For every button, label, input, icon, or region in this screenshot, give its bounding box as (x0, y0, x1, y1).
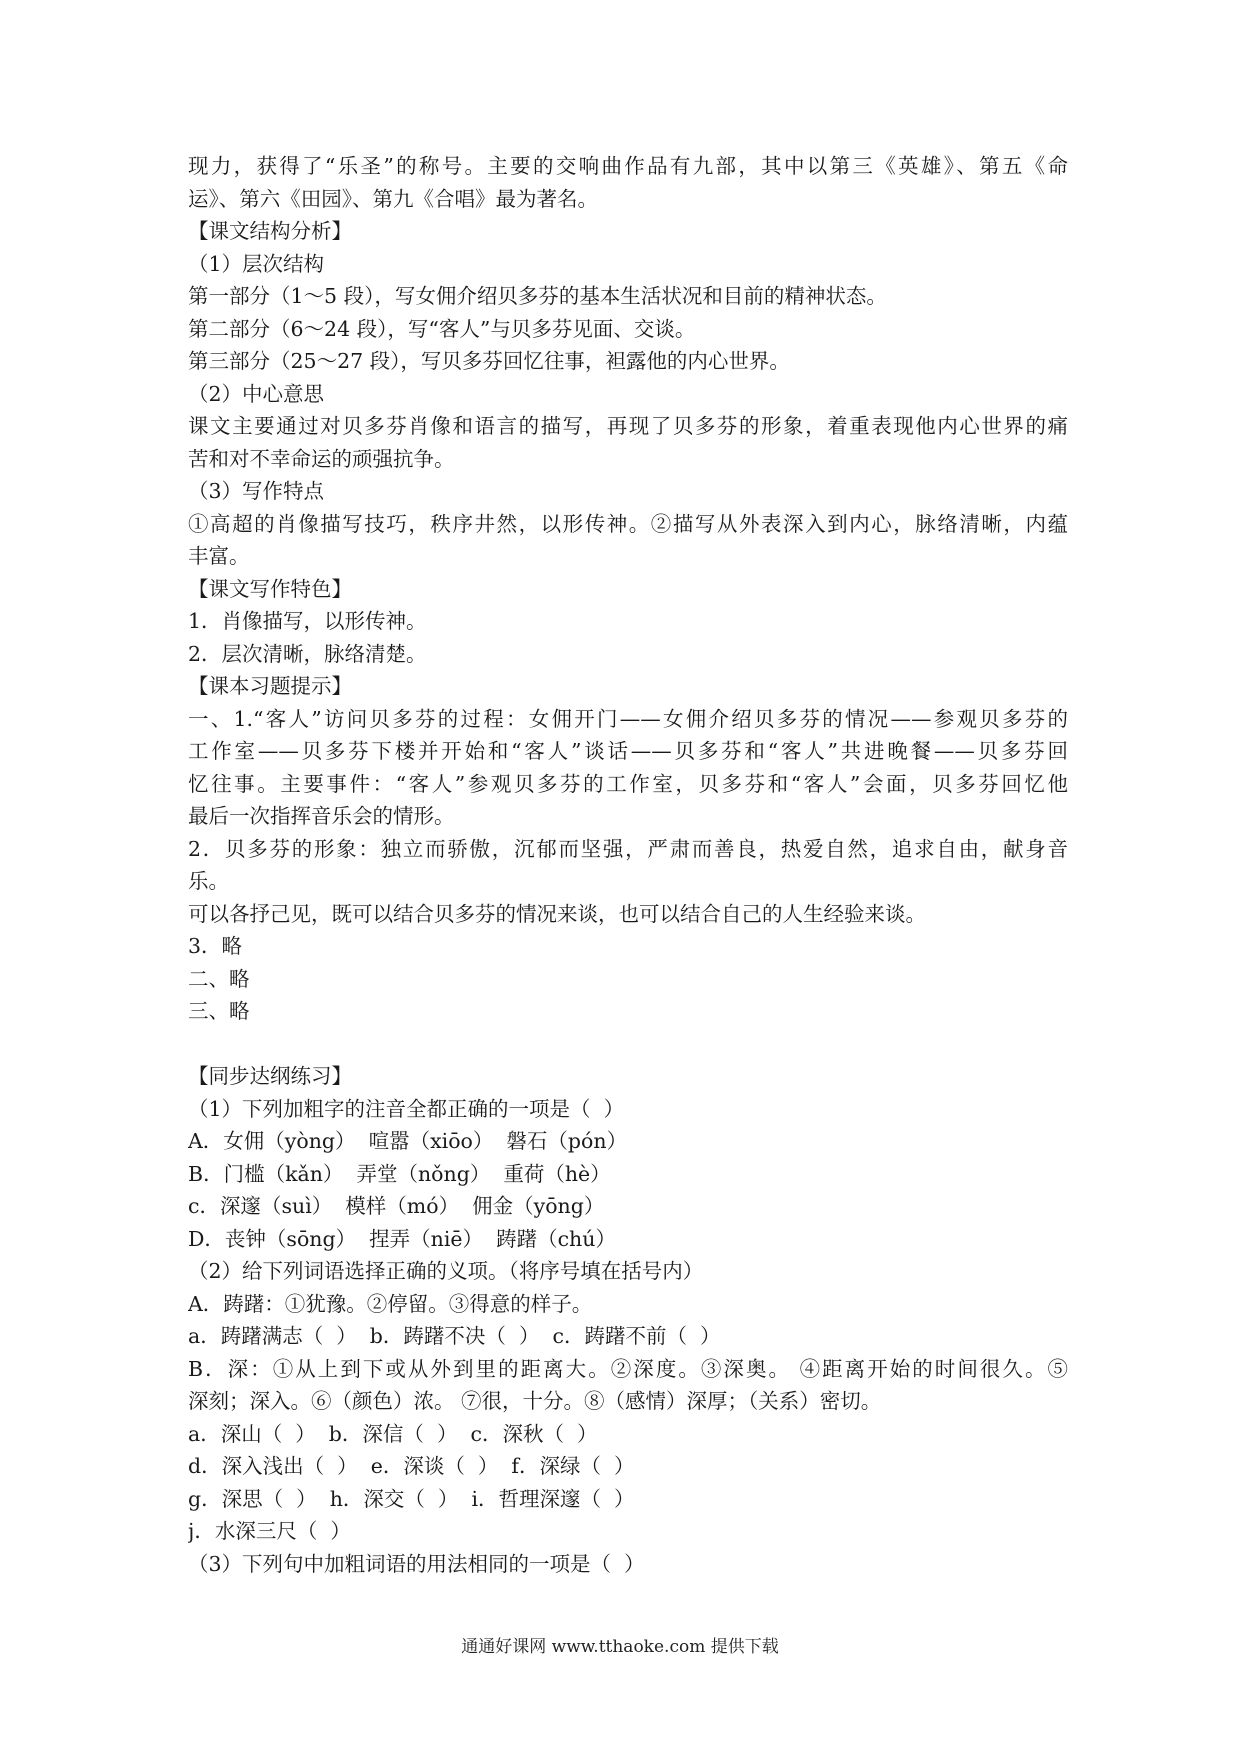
option-line: A．女佣（yòng） 喧嚣（xiōo） 磐石（pón） (188, 1129, 628, 1153)
text-line: 2．层次清晰，脉络清楚。 (188, 641, 427, 666)
option-line: D．丧钟（sōng） 捏弄（niē） 踌躇（chú） (188, 1226, 616, 1251)
section-heading: 【课文结构分析】 (188, 219, 352, 243)
text-line: 深刻；深入。⑥（颜色）浓。 ⑦很，十分。⑧（感情）深厚；（关系）密切。 (188, 1389, 882, 1413)
section-heading: 【同步达纲练习】 (188, 1064, 352, 1088)
text-line: 现力，获得了“乐圣”的称号。主要的交响曲作品有九部，其中以第三《英雄》、第五《命 (188, 154, 1068, 178)
section-heading: 【课文写作特色】 (188, 576, 352, 601)
sub-heading: （1）层次结构 (188, 251, 325, 276)
text-line: j．水深三尺（ ） (188, 1519, 351, 1543)
text-line: ①高超的肖像描写技巧，秩序井然，以形传神。②描写从外表深入到内心，脉络清晰，内蕴 (188, 511, 1068, 536)
question-line: （2）给下列词语选择正确的义项。（将序号填在括号内） (188, 1259, 704, 1283)
sub-heading: （2）中心意思 (188, 381, 325, 406)
text-line: 可以各抒己见，既可以结合贝多芬的情况来谈，也可以结合自己的人生经验来谈。 (188, 901, 926, 926)
text-line: A．踌躇：①犹豫。②停留。③得意的样子。 (188, 1291, 593, 1316)
text-line: 课文主要通过对贝多芬肖像和语言的描写，再现了贝多芬的形象，着重表现他内心世界的痛 (188, 414, 1068, 438)
text-line: a．深山（ ） b．深信（ ） c．深秋（ ） (188, 1421, 598, 1446)
text-line: 苦和对不幸命运的顽强抗争。 (188, 446, 455, 471)
text-line: 2．贝多芬的形象：独立而骄傲，沉郁而坚强，严肃而善良，热爱自然，追求自由，献身音 (188, 836, 1068, 861)
text-line: 最后一次指挥音乐会的情形。 (188, 804, 455, 828)
question-line: （3）下列句中加粗词语的用法相同的一项是（ ） (188, 1551, 645, 1576)
section-heading: 【课本习题提示】 (188, 674, 352, 698)
text-line: 乐。 (188, 869, 229, 893)
sub-heading: （3）写作特点 (188, 479, 325, 503)
text-line: 一、1.“客人”访问贝多芬的过程：女佣开门——女佣介绍贝多芬的情况——参观贝多芬的 (188, 706, 1068, 731)
text-line: 第三部分（25～27 段），写贝多芬回忆往事，袒露他的内心世界。 (188, 349, 790, 373)
document-body (188, 150, 1068, 1580)
text-line: 工作室——贝多芬下楼并开始和“客人”谈话——贝多芬和“客人”共进晚餐——贝多芬回 (188, 739, 1068, 763)
text-line: 第一部分（1～5 段），写女佣介绍贝多芬的基本生活状况和目前的精神状态。 (188, 284, 887, 308)
text-line: d．深入浅出（ ） e．深谈（ ） f．深绿（ ） (188, 1454, 635, 1478)
text-line: a．踌躇满志（ ） b．踌躇不决（ ） c．踌躇不前（ ） (188, 1324, 721, 1348)
text-line: 忆往事。主要事件：“客人”参观贝多芬的工作室，贝多芬和“客人”会面，贝多芬回忆他 (188, 771, 1068, 796)
text-line: 1．肖像描写，以形传神。 (188, 609, 427, 633)
text-line: 二、略 (188, 966, 250, 991)
page-footer: 通通好课网 www.tthaoke.com 提供下载 (461, 1637, 779, 1657)
text-line: B．深：①从上到下或从外到里的距离大。②深度。③深奥。 ④距离开始的时间很久。⑤ (188, 1356, 1068, 1381)
text-line: 第二部分（6～24 段），写“客人”与贝多芬见面、交谈。 (188, 316, 696, 341)
blank-line (188, 1028, 1068, 1061)
text-line: 丰富。 (188, 544, 250, 568)
text-line: 三、略 (188, 999, 250, 1023)
option-line: c．深邃（suì） 模样（mó） 佣金（yōng） (188, 1194, 605, 1218)
text-line: 3．略 (188, 934, 243, 958)
text-line: g．深思（ ） h．深交（ ） i．哲理深邃（ ） (188, 1486, 635, 1511)
text-line: 运》、第六《田园》、第九《合唱》最为著名。 (188, 186, 598, 211)
question-line: （1）下列加粗字的注音全都正确的一项是（ ） (188, 1096, 625, 1121)
option-line: B．门槛（kǎn） 弄堂（nǒng） 重荷（hè） (188, 1161, 611, 1186)
